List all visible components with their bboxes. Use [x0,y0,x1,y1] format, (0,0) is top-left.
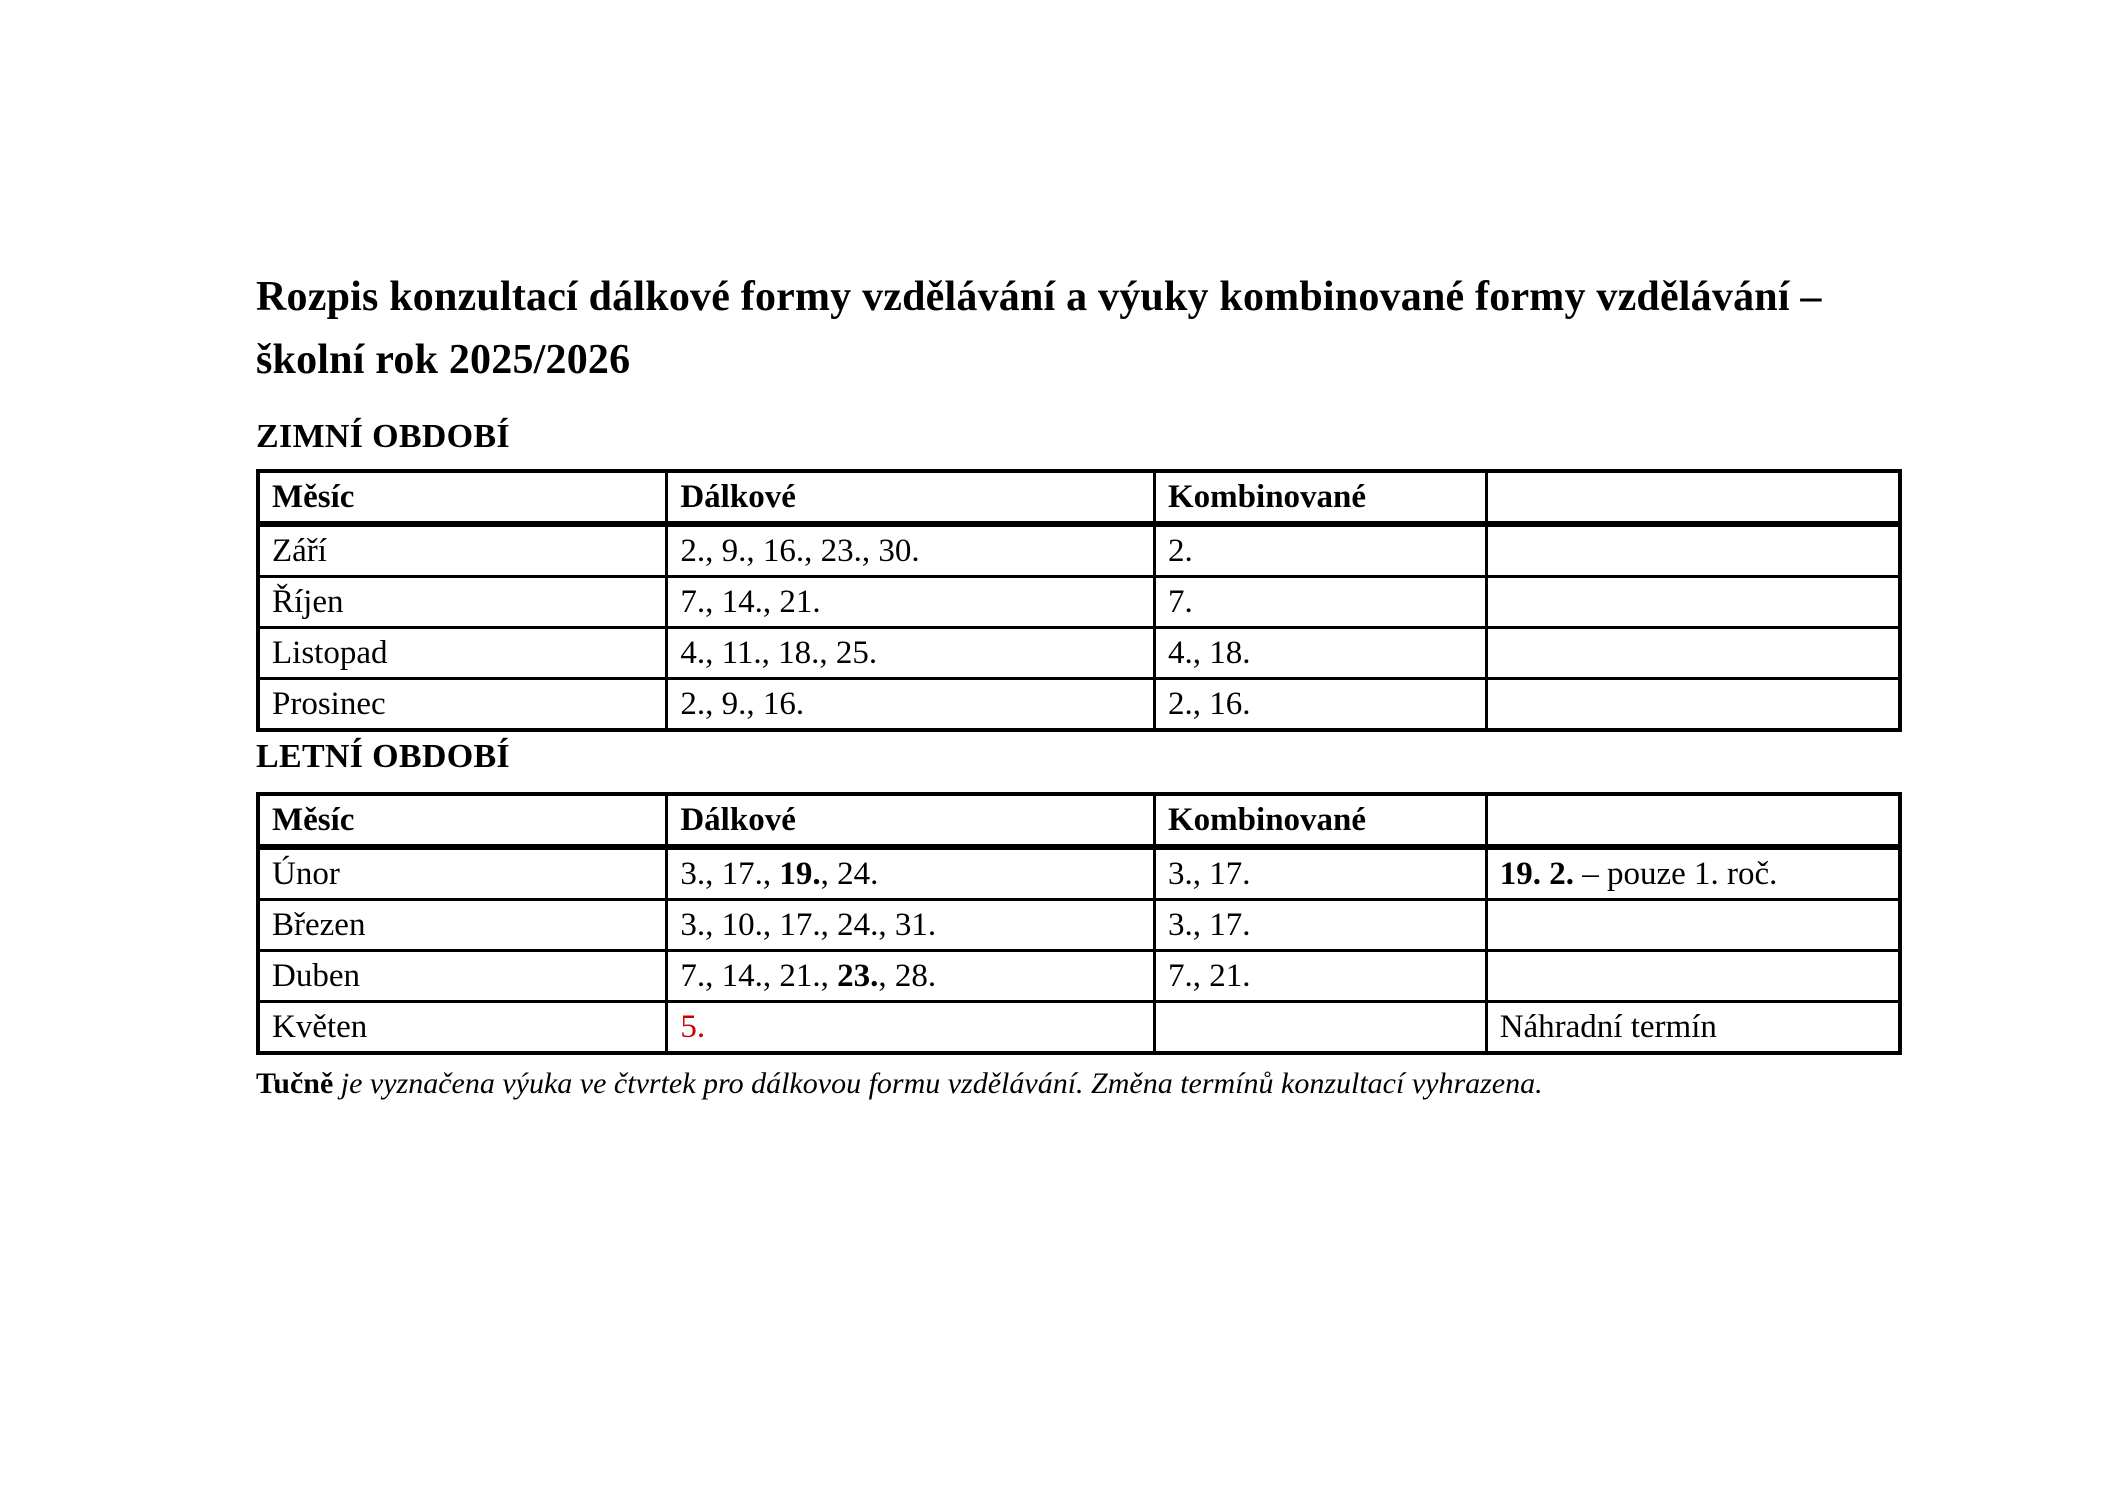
table-row [258,1002,1900,1054]
note-cell [1486,524,1900,577]
text-segment: 2. [1168,533,1193,569]
note-cell [1486,900,1900,951]
text-segment: 7., 21. [1168,958,1251,994]
text-segment: 7., 14., 21., [680,958,838,994]
column-header [1486,471,1900,524]
table-row [258,847,1900,900]
text-segment: 2., 9., 16. [680,686,805,722]
kombinovane-cell [1155,679,1487,731]
header-row [258,471,1900,524]
document-title: Rozpis konzultací dálkové formy vzdělávání a výuky kombinované formy vzdělávání – školní rok 2025/2026 [256,274,1822,383]
kombinovane-cell [1155,1002,1487,1054]
dalkove-cell [667,847,1155,900]
table-row [258,951,1900,1002]
column-header: Měsíc [258,794,667,847]
table-row [258,577,1900,628]
dalkove-cell [667,577,1155,628]
kombinovane-cell [1155,577,1487,628]
month-cell: Říjen [258,577,667,628]
text-segment: 23. [837,958,879,994]
column-header: Dálkové [667,471,1155,524]
dalkove-cell [667,524,1155,577]
month-cell: Únor [258,847,667,900]
text-segment: 4., 18. [1168,635,1251,671]
note-cell [1486,628,1900,679]
kombinovane-cell [1155,524,1487,577]
table-row [258,524,1900,577]
text-segment: 3., 17. [1168,907,1251,943]
column-header: Měsíc [258,471,667,524]
summer-schedule-table [256,792,1902,1055]
text-segment: , 28. [878,958,937,994]
month-cell: Březen [258,900,667,951]
month-cell: Duben [258,951,667,1002]
note-cell [1486,847,1900,900]
text-segment: 2., 9., 16., 23., 30. [680,533,920,569]
kombinovane-cell [1155,628,1487,679]
column-header: Kombinované [1155,794,1487,847]
section-heading-winter: ZIMNÍ OBDOBÍ [256,418,510,455]
table-row [258,679,1900,731]
kombinovane-cell [1155,900,1487,951]
text-segment: 2., 16. [1168,686,1251,722]
dalkove-cell [667,628,1155,679]
winter-schedule-table [256,469,1902,732]
document-content [256,0,1902,1103]
column-header [1486,794,1900,847]
kombinovane-cell [1155,847,1487,900]
text-segment: 7., 14., 21. [680,584,821,620]
kombinovane-cell [1155,951,1487,1002]
text-segment: – pouze 1. roč. [1573,856,1778,892]
text-segment: 4., 11., 18., 25. [680,635,878,671]
month-cell: Listopad [258,628,667,679]
month-cell: Září [258,524,667,577]
text-segment: 5. [680,1009,706,1045]
note-cell [1486,679,1900,731]
note-cell [1486,951,1900,1002]
text-segment: Náhradní termín [1499,1009,1717,1045]
month-cell: Květen [258,1002,667,1054]
note-cell [1486,1002,1900,1054]
text-segment: 19. [779,856,821,892]
month-cell: Prosinec [258,679,667,731]
text-segment: 3., 17., [680,856,780,892]
text-segment: , 24. [820,856,879,892]
text-segment: je vyznačena výuka ve čtvrtek pro dálkovou formu vzdělávání. Změna termínů konzultací vyhrazena. [333,1067,1543,1100]
text-segment: 3., 10., 17., 24., 31. [680,907,937,943]
footnote [256,1065,1902,1103]
text-segment: Tučně [256,1067,334,1100]
dalkove-cell [667,951,1155,1002]
text-segment: 19. 2. [1499,856,1574,892]
note-cell [1486,577,1900,628]
dalkove-cell [667,679,1155,731]
header-row [258,794,1900,847]
column-header: Kombinované [1155,471,1487,524]
text-segment: 3., 17. [1168,856,1251,892]
text-segment: 7. [1168,584,1193,620]
dalkove-cell [667,1002,1155,1054]
section-heading-summer: LETNÍ OBDOBÍ [256,738,510,775]
column-header: Dálkové [667,794,1155,847]
table-row [258,900,1900,951]
table-row [258,628,1900,679]
dalkove-cell [667,900,1155,951]
